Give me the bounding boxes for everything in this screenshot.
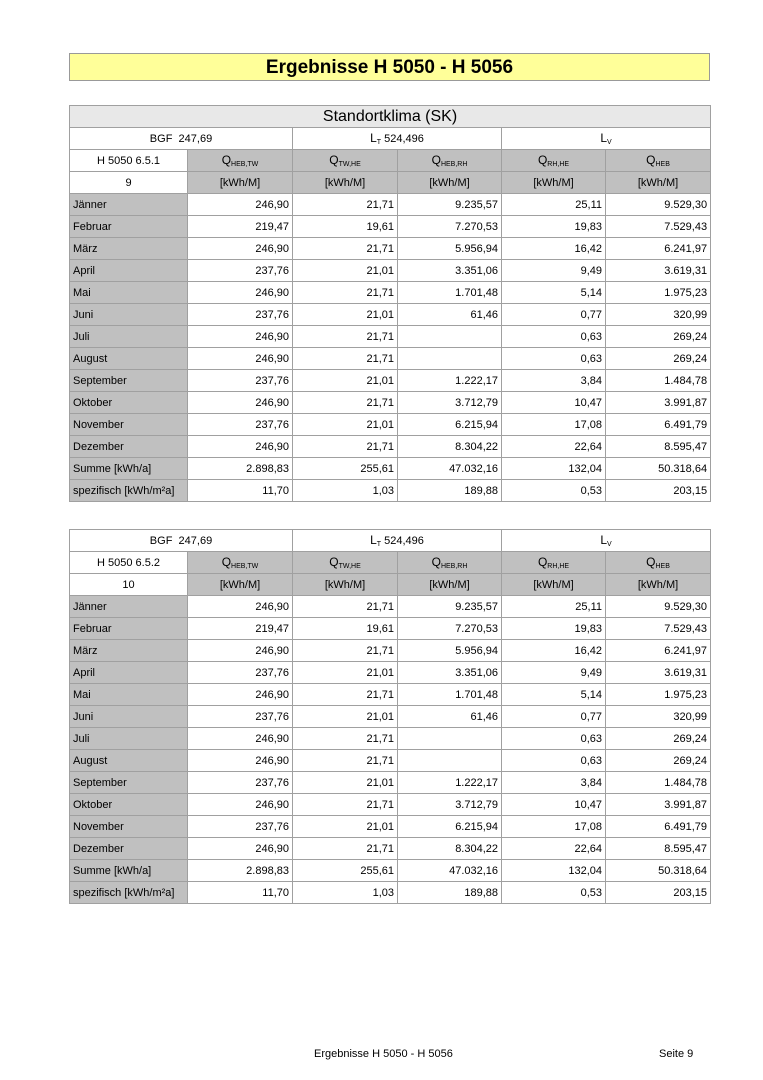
column-header	[188, 150, 293, 172]
column-subscript: HEB	[655, 563, 670, 570]
value-cell: 3.991,87	[606, 392, 711, 414]
column-header	[606, 552, 711, 574]
value-cell: 17,08	[502, 414, 606, 436]
column-symbol: Q	[329, 153, 339, 167]
lv-cell	[502, 530, 711, 552]
column-unit: [kWh/M]	[502, 574, 606, 596]
value-cell: 1,03	[293, 882, 398, 904]
column-unit: [kWh/M]	[398, 574, 502, 596]
lv-label: L	[600, 533, 608, 547]
lv-sub: V	[607, 541, 612, 548]
value-cell: 246,90	[188, 750, 293, 772]
row-label: September	[70, 772, 188, 794]
column-subscript: RH,HE	[547, 563, 570, 570]
table-row	[70, 750, 711, 772]
value-cell: 2.898,83	[188, 860, 293, 882]
value-cell: 10,47	[502, 392, 606, 414]
value-cell: 11,70	[188, 882, 293, 904]
column-subscript: HEB,RH	[440, 563, 468, 570]
results-table-2	[69, 529, 711, 904]
value-cell: 0,77	[502, 304, 606, 326]
row-label: November	[70, 414, 188, 436]
value-cell: 1.975,23	[606, 282, 711, 304]
table-row	[70, 838, 711, 860]
value-cell: 9.529,30	[606, 596, 711, 618]
value-cell: 61,46	[398, 304, 502, 326]
value-cell: 50.318,64	[606, 860, 711, 882]
header-row	[70, 552, 711, 574]
value-cell: 10,47	[502, 794, 606, 816]
column-unit: [kWh/M]	[502, 172, 606, 194]
value-cell: 25,11	[502, 596, 606, 618]
table-row	[70, 260, 711, 282]
bgf-cell	[70, 128, 293, 150]
row-label: April	[70, 662, 188, 684]
column-unit: [kWh/M]	[293, 574, 398, 596]
bgf-value: 247,69	[178, 132, 213, 145]
column-symbol: Q	[537, 555, 548, 569]
row-label: Juli	[70, 326, 188, 348]
row-label: August	[70, 348, 188, 370]
table-row	[70, 728, 711, 750]
value-cell: 16,42	[502, 238, 606, 260]
value-cell: 1.975,23	[606, 684, 711, 706]
value-cell: 203,15	[606, 480, 711, 502]
table-row	[70, 392, 711, 414]
column-symbol: Q	[431, 153, 441, 167]
results-table-1	[69, 105, 711, 502]
lt-sub: T	[376, 541, 382, 548]
value-cell: 255,61	[293, 458, 398, 480]
value-cell: 16,42	[502, 640, 606, 662]
row-label: Juni	[70, 706, 188, 728]
column-unit: [kWh/M]	[188, 172, 293, 194]
bgf-value: 247,69	[178, 534, 213, 547]
value-cell: 8.595,47	[606, 838, 711, 860]
value-cell: 21,01	[293, 304, 398, 326]
value-cell	[398, 326, 502, 348]
params-row	[70, 530, 711, 552]
row-label: Oktober	[70, 794, 188, 816]
value-cell: 8.304,22	[398, 436, 502, 458]
value-cell: 237,76	[188, 260, 293, 282]
bgf-label: BGF	[149, 534, 173, 547]
table-row	[70, 370, 711, 392]
value-cell: 3.712,79	[398, 392, 502, 414]
row-label: Dezember	[70, 838, 188, 860]
column-header	[398, 552, 502, 574]
column-subscript: TW,HE	[338, 161, 361, 168]
value-cell: 246,90	[188, 794, 293, 816]
value-cell: 5.956,94	[398, 640, 502, 662]
value-cell: 132,04	[502, 458, 606, 480]
table-row	[70, 596, 711, 618]
lt-cell	[293, 128, 502, 150]
table-row	[70, 772, 711, 794]
value-cell: 9,49	[502, 662, 606, 684]
value-cell: 19,83	[502, 216, 606, 238]
value-cell: 21,71	[293, 348, 398, 370]
value-cell: 22,64	[502, 436, 606, 458]
value-cell: 7.270,53	[398, 216, 502, 238]
value-cell: 5,14	[502, 282, 606, 304]
table-row	[70, 480, 711, 502]
unit-row	[70, 574, 711, 596]
value-cell: 0,63	[502, 348, 606, 370]
value-cell: 50.318,64	[606, 458, 711, 480]
value-cell: 0,53	[502, 480, 606, 502]
value-cell: 246,90	[188, 640, 293, 662]
value-cell: 246,90	[188, 596, 293, 618]
lt-label: L	[370, 533, 377, 547]
table-row	[70, 194, 711, 216]
value-cell: 6.241,97	[606, 238, 711, 260]
table-row	[70, 706, 711, 728]
value-cell: 0,63	[502, 750, 606, 772]
row-label: spezifisch [kWh/m²a]	[70, 882, 188, 904]
value-cell: 21,71	[293, 640, 398, 662]
column-symbol: Q	[431, 555, 441, 569]
value-cell: 9.235,57	[398, 194, 502, 216]
value-cell: 269,24	[606, 326, 711, 348]
table-row	[70, 216, 711, 238]
column-header	[398, 150, 502, 172]
table-row	[70, 860, 711, 882]
table-row	[70, 348, 711, 370]
footer-title: Ergebnisse H 5050 - H 5056	[314, 1048, 453, 1060]
row-label: Mai	[70, 282, 188, 304]
value-cell: 7.529,43	[606, 618, 711, 640]
row-label: Juli	[70, 728, 188, 750]
table-number: 10	[70, 574, 188, 596]
value-cell: 0,63	[502, 728, 606, 750]
value-cell: 21,71	[293, 326, 398, 348]
column-subscript: HEB	[655, 161, 670, 168]
value-cell: 1.484,78	[606, 772, 711, 794]
row-label: November	[70, 816, 188, 838]
value-cell: 8.304,22	[398, 838, 502, 860]
page-number: Seite 9	[659, 1048, 694, 1060]
table-id: H 5050 6.5.2	[70, 552, 188, 574]
value-cell: 21,71	[293, 794, 398, 816]
value-cell: 6.241,97	[606, 640, 711, 662]
value-cell: 269,24	[606, 750, 711, 772]
value-cell: 21,71	[293, 728, 398, 750]
value-cell: 246,90	[188, 282, 293, 304]
value-cell: 237,76	[188, 772, 293, 794]
column-header	[606, 150, 711, 172]
value-cell: 203,15	[606, 882, 711, 904]
value-cell: 1.222,17	[398, 370, 502, 392]
row-label: Februar	[70, 618, 188, 640]
value-cell: 21,01	[293, 816, 398, 838]
value-cell: 21,71	[293, 750, 398, 772]
value-cell: 246,90	[188, 684, 293, 706]
value-cell: 189,88	[398, 480, 502, 502]
table-row	[70, 794, 711, 816]
row-label: Mai	[70, 684, 188, 706]
value-cell: 21,71	[293, 596, 398, 618]
value-cell: 3.619,31	[606, 662, 711, 684]
value-cell: 9.235,57	[398, 596, 502, 618]
value-cell: 246,90	[188, 326, 293, 348]
table-row	[70, 414, 711, 436]
row-label: März	[70, 640, 188, 662]
table-id: H 5050 6.5.1	[70, 150, 188, 172]
table-row	[70, 282, 711, 304]
table-row	[70, 816, 711, 838]
value-cell: 1.484,78	[606, 370, 711, 392]
column-symbol: Q	[221, 555, 232, 569]
column-header	[502, 150, 606, 172]
value-cell: 320,99	[606, 706, 711, 728]
value-cell: 47.032,16	[398, 458, 502, 480]
row-label: April	[70, 260, 188, 282]
lv-sub: V	[607, 139, 612, 146]
column-unit: [kWh/M]	[293, 172, 398, 194]
value-cell	[398, 750, 502, 772]
value-cell: 21,71	[293, 838, 398, 860]
column-symbol: Q	[646, 153, 656, 167]
value-cell: 1.222,17	[398, 772, 502, 794]
value-cell: 320,99	[606, 304, 711, 326]
row-label: August	[70, 750, 188, 772]
value-cell: 1,03	[293, 480, 398, 502]
column-subscript: HEB,RH	[440, 161, 468, 168]
value-cell: 17,08	[502, 816, 606, 838]
table-row	[70, 662, 711, 684]
section-title: Standortklima (SK)	[70, 106, 711, 128]
value-cell: 269,24	[606, 348, 711, 370]
value-cell: 246,90	[188, 728, 293, 750]
value-cell: 189,88	[398, 882, 502, 904]
value-cell: 246,90	[188, 436, 293, 458]
column-header	[293, 150, 398, 172]
column-symbol: Q	[329, 555, 339, 569]
bgf-label: BGF	[149, 132, 173, 145]
lt-cell	[293, 530, 502, 552]
value-cell: 21,01	[293, 706, 398, 728]
value-cell: 19,61	[293, 216, 398, 238]
value-cell: 9.529,30	[606, 194, 711, 216]
value-cell: 7.529,43	[606, 216, 711, 238]
table-row	[70, 618, 711, 640]
row-label: Summe [kWh/a]	[70, 458, 188, 480]
value-cell: 3.619,31	[606, 260, 711, 282]
table-row	[70, 640, 711, 662]
value-cell: 246,90	[188, 392, 293, 414]
value-cell	[398, 348, 502, 370]
value-cell: 237,76	[188, 370, 293, 392]
value-cell: 237,76	[188, 414, 293, 436]
table-row	[70, 882, 711, 904]
value-cell: 219,47	[188, 216, 293, 238]
value-cell: 21,01	[293, 414, 398, 436]
value-cell: 8.595,47	[606, 436, 711, 458]
row-label: Dezember	[70, 436, 188, 458]
value-cell: 237,76	[188, 662, 293, 684]
column-subscript: TW,HE	[338, 563, 361, 570]
value-cell: 1.701,48	[398, 282, 502, 304]
unit-row	[70, 172, 711, 194]
column-unit: [kWh/M]	[606, 172, 711, 194]
column-header	[188, 552, 293, 574]
value-cell: 132,04	[502, 860, 606, 882]
value-cell: 5,14	[502, 684, 606, 706]
value-cell: 6.491,79	[606, 414, 711, 436]
value-cell: 237,76	[188, 706, 293, 728]
row-label: Jänner	[70, 596, 188, 618]
value-cell: 1.701,48	[398, 684, 502, 706]
value-cell: 246,90	[188, 194, 293, 216]
lt-sub: T	[376, 139, 382, 146]
value-cell: 0,63	[502, 326, 606, 348]
value-cell: 3.351,06	[398, 260, 502, 282]
value-cell: 3.351,06	[398, 662, 502, 684]
column-header	[502, 552, 606, 574]
column-subscript: HEB,TW	[231, 161, 259, 168]
page-title: Ergebnisse H 5050 - H 5056	[69, 53, 710, 81]
lt-value: 524,496	[384, 133, 424, 145]
value-cell: 25,11	[502, 194, 606, 216]
value-cell: 246,90	[188, 238, 293, 260]
value-cell: 21,71	[293, 436, 398, 458]
value-cell: 0,77	[502, 706, 606, 728]
value-cell: 6.215,94	[398, 414, 502, 436]
row-label: Juni	[70, 304, 188, 326]
value-cell: 47.032,16	[398, 860, 502, 882]
value-cell: 21,01	[293, 260, 398, 282]
table-row	[70, 458, 711, 480]
value-cell: 21,71	[293, 194, 398, 216]
value-cell: 219,47	[188, 618, 293, 640]
table-number: 9	[70, 172, 188, 194]
value-cell: 21,01	[293, 370, 398, 392]
value-cell: 246,90	[188, 348, 293, 370]
value-cell: 21,71	[293, 392, 398, 414]
row-label: Oktober	[70, 392, 188, 414]
value-cell: 2.898,83	[188, 458, 293, 480]
table-row	[70, 238, 711, 260]
row-label: März	[70, 238, 188, 260]
row-label: Februar	[70, 216, 188, 238]
value-cell: 9,49	[502, 260, 606, 282]
lt-label: L	[370, 131, 377, 145]
value-cell: 3,84	[502, 772, 606, 794]
value-cell: 21,71	[293, 684, 398, 706]
table-row	[70, 436, 711, 458]
value-cell: 255,61	[293, 860, 398, 882]
lv-cell	[502, 128, 711, 150]
table-row	[70, 326, 711, 348]
row-label: Summe [kWh/a]	[70, 860, 188, 882]
column-symbol: Q	[221, 153, 232, 167]
lt-value: 524,496	[384, 535, 424, 547]
value-cell: 3,84	[502, 370, 606, 392]
column-subscript: HEB,TW	[231, 563, 259, 570]
value-cell: 21,01	[293, 662, 398, 684]
value-cell: 5.956,94	[398, 238, 502, 260]
params-row	[70, 128, 711, 150]
value-cell: 21,01	[293, 772, 398, 794]
value-cell: 21,71	[293, 282, 398, 304]
value-cell: 22,64	[502, 838, 606, 860]
table-row	[70, 304, 711, 326]
value-cell: 19,61	[293, 618, 398, 640]
value-cell: 11,70	[188, 480, 293, 502]
value-cell: 269,24	[606, 728, 711, 750]
column-subscript: RH,HE	[547, 161, 570, 168]
column-symbol: Q	[646, 555, 656, 569]
value-cell: 3.991,87	[606, 794, 711, 816]
row-label: September	[70, 370, 188, 392]
value-cell: 3.712,79	[398, 794, 502, 816]
column-symbol: Q	[537, 153, 548, 167]
row-label: spezifisch [kWh/m²a]	[70, 480, 188, 502]
table-row	[70, 684, 711, 706]
column-unit: [kWh/M]	[188, 574, 293, 596]
row-label: Jänner	[70, 194, 188, 216]
value-cell: 21,71	[293, 238, 398, 260]
value-cell	[398, 728, 502, 750]
value-cell: 237,76	[188, 816, 293, 838]
value-cell: 246,90	[188, 838, 293, 860]
value-cell: 7.270,53	[398, 618, 502, 640]
value-cell: 237,76	[188, 304, 293, 326]
column-unit: [kWh/M]	[606, 574, 711, 596]
value-cell: 61,46	[398, 706, 502, 728]
value-cell: 19,83	[502, 618, 606, 640]
column-unit: [kWh/M]	[398, 172, 502, 194]
value-cell: 6.491,79	[606, 816, 711, 838]
lv-label: L	[600, 131, 608, 145]
value-cell: 6.215,94	[398, 816, 502, 838]
value-cell: 0,53	[502, 882, 606, 904]
header-row	[70, 150, 711, 172]
column-header	[293, 552, 398, 574]
bgf-cell	[70, 530, 293, 552]
